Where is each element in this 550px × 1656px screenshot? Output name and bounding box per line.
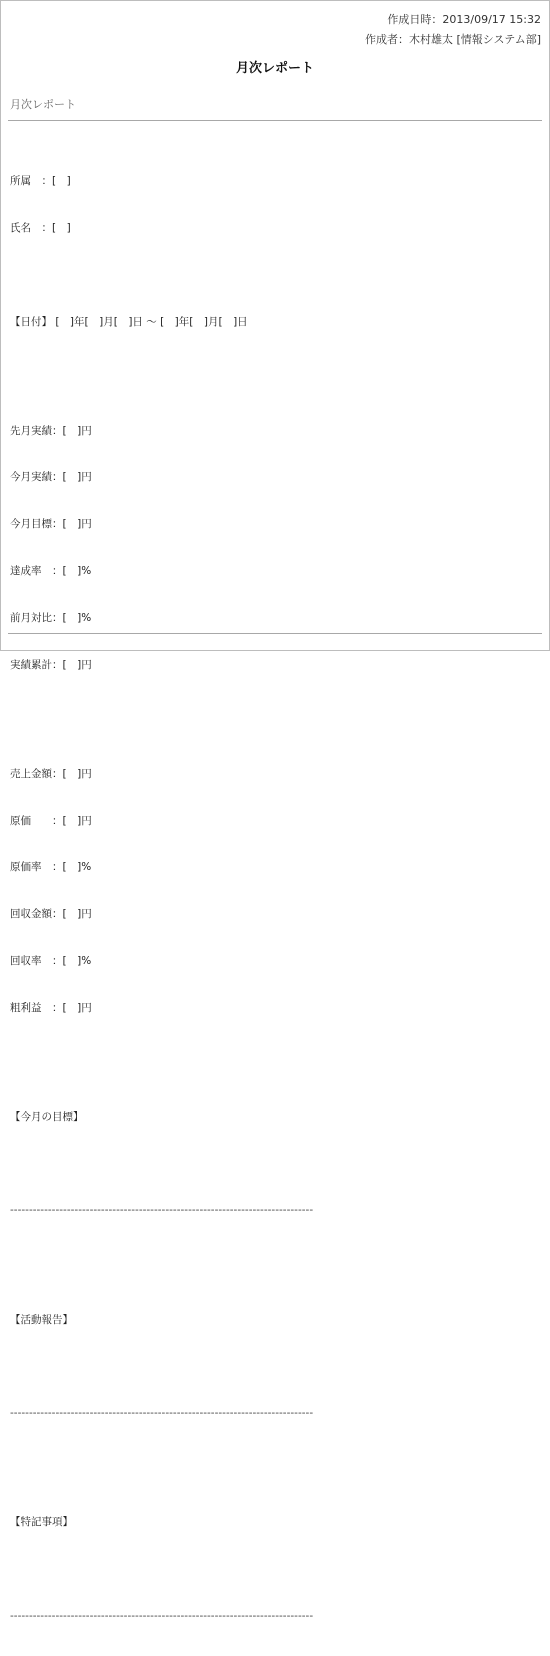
affiliation-field: 所属 ：[ ] (10, 175, 71, 188)
month-over-month: 前月対比：[ ]% (10, 611, 92, 624)
notes-heading: 【特記事項】 (10, 1516, 73, 1529)
cost: 原価 ：[ ]円 (10, 814, 92, 827)
date-range-field: 【日付】 [ ]年[ ]月[ ]日 ～ [ ]年[ ]月[ ]日 (10, 315, 248, 328)
collected-amount: 回収金額：[ ]円 (10, 908, 92, 921)
goal-dash-line: -------------------------------------------------------------------------------- (10, 1204, 314, 1217)
activity-heading: 【活動報告】 (10, 1313, 73, 1326)
last-month-result: 先月実績：[ ]円 (10, 424, 92, 437)
cumulative-result: 実績累計：[ ]円 (10, 658, 92, 671)
notes-dash-line: -------------------------------------------------------------------------------- (10, 1609, 314, 1622)
report-body (10, 143, 530, 1656)
achievement-rate: 達成率 ：[ ]% (10, 565, 92, 578)
name-field: 氏名 ：[ ] (10, 221, 71, 234)
report-subject: 月次レポート (10, 98, 76, 111)
goal-heading: 【今月の目標】 (10, 1110, 84, 1123)
sales-amount: 売上金額：[ ]円 (10, 767, 92, 780)
activity-dash-line: -------------------------------------------------------------------------------- (10, 1407, 314, 1420)
author: 作成者：木村雄太 [情報システム部] (365, 33, 541, 46)
this-month-target: 今月目標：[ ]円 (10, 518, 92, 531)
report-title: 月次レポート (235, 61, 314, 76)
this-month-result: 今月実績：[ ]円 (10, 471, 92, 484)
collection-rate: 回収率 ：[ ]% (10, 954, 92, 967)
gross-profit: 粗利益 ：[ ]円 (10, 1001, 92, 1014)
created-at: 作成日時：2013/09/17 15:32 (387, 13, 541, 26)
report-meta (365, 10, 541, 50)
top-divider (8, 120, 542, 121)
cost-rate: 原価率 ：[ ]% (10, 861, 92, 874)
bottom-divider (8, 633, 542, 634)
